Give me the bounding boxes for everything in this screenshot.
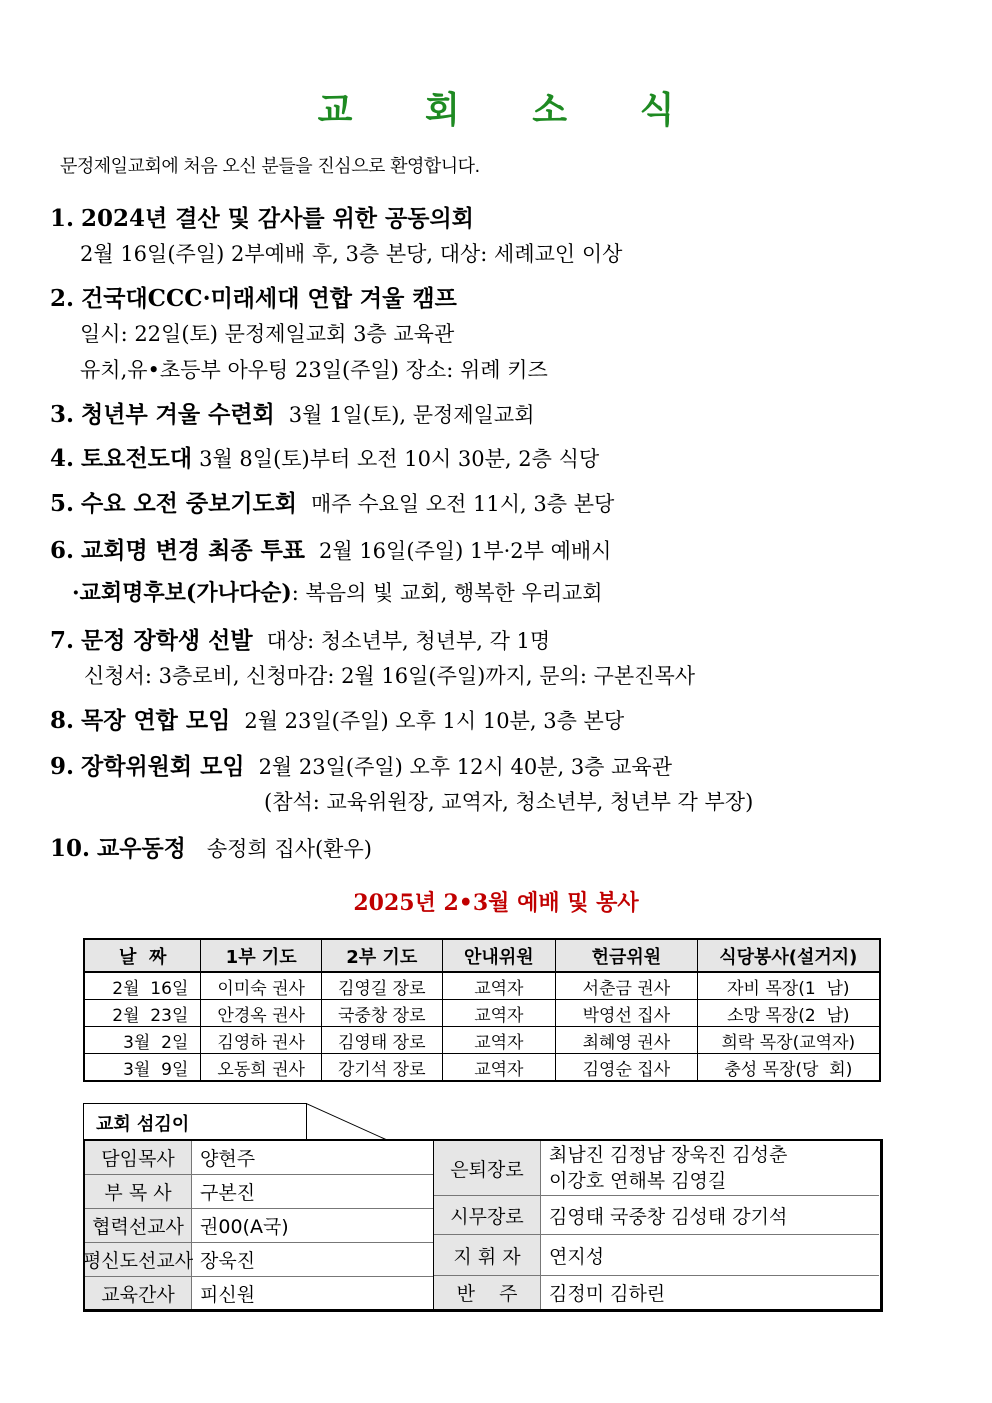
cell: 교역자 bbox=[442, 972, 556, 1000]
staff-tab-title: 교회 섬김이 bbox=[83, 1103, 307, 1139]
item-body: 3월 1일(토), 문정제일교회 bbox=[288, 403, 535, 427]
staff-row bbox=[85, 1141, 433, 1175]
staff-row bbox=[85, 1209, 433, 1243]
tab-divider-line bbox=[305, 1103, 395, 1141]
cell: 안경옥 권사 bbox=[201, 1000, 322, 1027]
table-row bbox=[84, 1000, 880, 1027]
notice-item-1 bbox=[50, 200, 474, 233]
cell: 최혜영 권사 bbox=[556, 1027, 698, 1054]
notice-item-6 bbox=[50, 532, 611, 565]
staff-label: 담임목사 bbox=[85, 1141, 192, 1174]
item-heading: 교회명 변경 최종 투표 bbox=[81, 537, 305, 564]
item-body: 대상: 청소년부, 청년부, 각 1명 bbox=[266, 629, 551, 653]
item-7-detail: 신청서: 3층로비, 신청마감: 2월 16일(주일)까지, 문의: 구본진목사 bbox=[84, 664, 696, 688]
staff-row bbox=[434, 1196, 879, 1235]
candidates-label: ·교회명후보(가나다순) bbox=[72, 580, 292, 606]
item-number: 8. bbox=[50, 707, 75, 734]
item-heading: 교우동정 bbox=[97, 835, 186, 862]
staff-value: 양현주 bbox=[200, 1148, 256, 1170]
item-heading: 토요전도대 bbox=[81, 445, 193, 472]
cell: 소망 목장(2 남) bbox=[697, 1000, 880, 1027]
staff-table bbox=[83, 1139, 883, 1312]
staff-left-column bbox=[82, 1141, 435, 1309]
notice-item-7 bbox=[50, 622, 550, 655]
cell-date: 3월 2일 bbox=[84, 1027, 201, 1054]
item-body: 2월 23일(주일) 오후 1시 10분, 3층 본당 bbox=[244, 709, 625, 733]
notice-item-9 bbox=[50, 748, 672, 781]
page-title: 교 회 소 식 bbox=[317, 90, 705, 131]
item-6-candidates bbox=[72, 576, 603, 607]
item-number: 10. bbox=[50, 835, 91, 862]
notice-item-2 bbox=[50, 280, 457, 313]
staff-row bbox=[85, 1277, 433, 1309]
item-1-detail: 2월 16일(주일) 2부예배 후, 3층 본당, 대상: 세례교인 이상 bbox=[80, 242, 623, 266]
staff-value: 피신원 bbox=[200, 1283, 256, 1306]
item-number: 6. bbox=[50, 537, 75, 564]
staff-value: 김영태 국중창 김성태 강기석 bbox=[549, 1205, 788, 1228]
notice-item-3 bbox=[50, 396, 535, 429]
cell: 서춘금 권사 bbox=[556, 972, 698, 1000]
cell: 김영길 장로 bbox=[321, 972, 442, 1000]
cell-date: 2월 16일 bbox=[84, 972, 201, 1000]
staff-value: 이강호 연해복 김영길 bbox=[549, 1170, 727, 1192]
table-row bbox=[84, 1027, 880, 1054]
notice-item-10 bbox=[50, 830, 372, 863]
item-heading: 건국대CCC·미래세대 연합 겨울 캠프 bbox=[81, 285, 457, 312]
staff-value: 연지성 bbox=[549, 1245, 605, 1268]
item-body: 3월 8일(토)부터 오전 10시 30분, 2층 식당 bbox=[199, 447, 600, 471]
item-body: 2월 16일(주일) 1부·2부 예배시 bbox=[319, 539, 612, 563]
item-9-detail: (참석: 교육위원장, 교역자, 청소년부, 청년부 각 부장) bbox=[264, 790, 754, 814]
schedule-header-row bbox=[84, 939, 880, 972]
cell: 충성 목장(당 회) bbox=[697, 1054, 880, 1082]
staff-label: 지 휘 자 bbox=[434, 1235, 541, 1275]
header-date: 날 짜 bbox=[84, 939, 201, 972]
item-heading: 문정 장학생 선발 bbox=[81, 627, 253, 654]
item-number: 2. bbox=[50, 285, 75, 312]
staff-label: 교육간사 bbox=[85, 1277, 192, 1309]
item-heading: 수요 오전 중보기도회 bbox=[81, 490, 297, 517]
item-number: 3. bbox=[50, 401, 75, 428]
item-number: 5. bbox=[50, 490, 75, 517]
staff-label: 은퇴장로 bbox=[434, 1141, 541, 1195]
item-heading: 2024년 결산 및 감사를 위한 공동의회 bbox=[81, 205, 474, 232]
staff-row bbox=[82, 1243, 433, 1277]
staff-label: 평신도선교사 bbox=[85, 1243, 192, 1276]
cell: 김영순 집사 bbox=[556, 1054, 698, 1082]
staff-value: 구본진 bbox=[200, 1182, 256, 1204]
cell: 교역자 bbox=[442, 1054, 556, 1082]
item-number: 1. bbox=[50, 205, 75, 232]
item-body: 송정희 집사(환우) bbox=[206, 837, 372, 861]
cell: 김영하 권사 bbox=[201, 1027, 322, 1054]
cell: 희락 목장(교역자) bbox=[697, 1027, 880, 1054]
staff-label: 반 주 bbox=[434, 1276, 541, 1309]
table-row bbox=[84, 972, 880, 1000]
schedule-table bbox=[83, 938, 881, 1082]
header-usher: 안내위원 bbox=[442, 939, 556, 972]
staff-label: 시무장로 bbox=[434, 1196, 541, 1234]
staff-value-block bbox=[549, 1142, 787, 1194]
item-heading: 청년부 겨울 수련회 bbox=[81, 401, 275, 428]
cell: 김영태 장로 bbox=[321, 1027, 442, 1054]
schedule-title: 2025년 2•3월 예배 및 봉사 bbox=[353, 890, 639, 916]
staff-value: 장욱진 bbox=[200, 1250, 256, 1272]
staff-row bbox=[85, 1175, 433, 1209]
item-number: 4. bbox=[50, 445, 75, 472]
cell-date: 3월 9일 bbox=[84, 1054, 201, 1082]
item-heading: 장학위원회 모임 bbox=[81, 753, 245, 780]
staff-row bbox=[434, 1276, 879, 1309]
cell: 교역자 bbox=[442, 1000, 556, 1027]
cell: 자비 목장(1 남) bbox=[697, 972, 880, 1000]
staff-value: 김정미 김하린 bbox=[549, 1283, 666, 1305]
item-2-detail-1: 일시: 22일(토) 문정제일교회 3층 교육관 bbox=[80, 322, 455, 346]
item-heading: 목장 연합 모임 bbox=[81, 707, 231, 734]
staff-row bbox=[434, 1141, 879, 1196]
staff-right-column bbox=[434, 1141, 879, 1309]
item-2-detail-2: 유치,유•초등부 아우팅 23일(주일) 장소: 위례 키즈 bbox=[80, 358, 548, 382]
notice-item-4 bbox=[50, 440, 599, 473]
cell: 오동희 권사 bbox=[201, 1054, 322, 1082]
header-offering: 헌금위원 bbox=[556, 939, 698, 972]
notice-item-8 bbox=[50, 702, 624, 735]
header-prayer-1: 1부 기도 bbox=[201, 939, 322, 972]
cell: 강기석 장로 bbox=[321, 1054, 442, 1082]
item-number: 7. bbox=[50, 627, 75, 654]
notice-item-5 bbox=[50, 485, 614, 518]
staff-label: 협력선교사 bbox=[85, 1209, 192, 1242]
cell: 교역자 bbox=[442, 1027, 556, 1054]
staff-label: 부 목 사 bbox=[85, 1175, 192, 1208]
staff-value: 최남진 김정남 장욱진 김성춘 bbox=[549, 1144, 788, 1166]
staff-row bbox=[434, 1235, 879, 1276]
cell-date: 2월 23일 bbox=[84, 1000, 201, 1027]
item-number: 9. bbox=[50, 753, 75, 780]
item-body: 매주 수요일 오전 11시, 3층 본당 bbox=[311, 492, 615, 516]
staff-value: 권00(A국) bbox=[200, 1216, 289, 1238]
cell: 국중창 장로 bbox=[321, 1000, 442, 1027]
cell: 박영선 집사 bbox=[556, 1000, 698, 1027]
item-body: 2월 23일(주일) 오후 12시 40분, 3층 교육관 bbox=[258, 755, 672, 779]
table-row bbox=[84, 1054, 880, 1082]
candidates-list: : 복음의 빛 교회, 행복한 우리교회 bbox=[291, 581, 603, 605]
header-kitchen: 식당봉사(설거지) bbox=[697, 939, 880, 972]
welcome-message: 문정제일교회에 처음 오신 분들을 진심으로 환영합니다. bbox=[60, 156, 480, 177]
header-prayer-2: 2부 기도 bbox=[321, 939, 442, 972]
cell: 이미숙 권사 bbox=[201, 972, 322, 1000]
